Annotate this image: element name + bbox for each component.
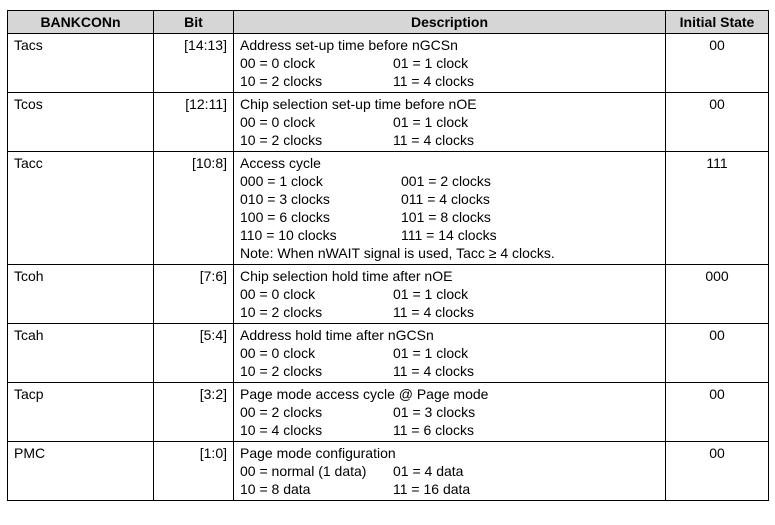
initial-state: 111: [666, 152, 769, 265]
option-line: [240, 226, 659, 244]
bit-range: [12:11]: [154, 93, 234, 152]
initial-state: 00: [666, 383, 769, 442]
description-title: Chip selection set-up time before nOE: [240, 96, 477, 112]
bit-range: [14:13]: [154, 34, 234, 93]
option-value: 101 = 8 clocks: [401, 209, 491, 225]
description-title: Address hold time after nGCSn: [240, 327, 434, 343]
option-value: 110 = 10 clocks: [240, 227, 337, 243]
field-description: [234, 383, 666, 442]
field-name: Tacp: [8, 383, 154, 442]
option-value: 00 = 2 clocks: [240, 404, 323, 420]
option-line: [240, 208, 659, 226]
option-value: 10 = 2 clocks: [240, 304, 323, 320]
field-name: Tcoh: [8, 265, 154, 324]
option-line: [240, 131, 659, 149]
option-value: 000 = 1 clock: [240, 173, 323, 189]
option-value: 011 = 4 clocks: [401, 191, 490, 207]
description-title: Access cycle: [240, 155, 321, 171]
option-value: 00 = 0 clock: [240, 345, 316, 361]
header-bit: Bit: [154, 11, 234, 34]
initial-state: 00: [666, 34, 769, 93]
option-value: 01 = 1 clock: [393, 286, 469, 302]
option-value: 00 = 0 clock: [240, 55, 316, 71]
option-line: [240, 362, 659, 380]
option-line: [240, 403, 659, 421]
option-value: 010 = 3 clocks: [240, 191, 330, 207]
description-title: Chip selection hold time after nOE: [240, 268, 453, 284]
bit-range: [1:0]: [154, 442, 234, 501]
option-value: 10 = 2 clocks: [240, 132, 323, 148]
option-value: 11 = 4 clocks: [393, 73, 475, 89]
field-name: Tacc: [8, 152, 154, 265]
table-row: [8, 324, 769, 383]
option-value: 11 = 16 data: [393, 481, 471, 497]
option-value: 11 = 6 clocks: [393, 422, 475, 438]
field-name: Tcos: [8, 93, 154, 152]
table-row: [8, 383, 769, 442]
option-line: [240, 285, 659, 303]
description-title: Page mode access cycle @ Page mode: [240, 386, 489, 402]
option-value: 00 = 0 clock: [240, 114, 316, 130]
option-value: 00 = normal (1 data): [240, 463, 367, 479]
field-description: [234, 34, 666, 93]
field-description: [234, 265, 666, 324]
option-value: 00 = 0 clock: [240, 286, 316, 302]
description-title: Page mode configuration: [240, 445, 396, 461]
option-line: [240, 72, 659, 90]
table-row: [8, 34, 769, 93]
option-line: [240, 172, 659, 190]
table-header-row: [8, 11, 769, 34]
option-line: [240, 303, 659, 321]
bankcon-register-table: [7, 10, 769, 501]
field-description: [234, 152, 666, 265]
option-value: 11 = 4 clocks: [393, 132, 475, 148]
option-line: [240, 462, 659, 480]
option-value: 10 = 2 clocks: [240, 363, 323, 379]
header-initial-state: Initial State: [666, 11, 769, 34]
field-name: Tacs: [8, 34, 154, 93]
bit-range: [3:2]: [154, 383, 234, 442]
option-value: 10 = 4 clocks: [240, 422, 323, 438]
option-line: [240, 344, 659, 362]
option-line: [240, 190, 659, 208]
option-line: [240, 480, 659, 498]
option-line: [240, 54, 659, 72]
table-row: [8, 152, 769, 265]
table-row: [8, 93, 769, 152]
option-line: [240, 421, 659, 439]
bit-range: [5:4]: [154, 324, 234, 383]
option-value: 001 = 2 clocks: [401, 173, 491, 189]
option-value: 10 = 2 clocks: [240, 73, 323, 89]
bit-range: [7:6]: [154, 265, 234, 324]
option-value: 10 = 8 data: [240, 481, 311, 497]
field-name: PMC: [8, 442, 154, 501]
field-name: Tcah: [8, 324, 154, 383]
option-line: [240, 113, 659, 131]
initial-state: 00: [666, 442, 769, 501]
field-description: [234, 442, 666, 501]
initial-state: 00: [666, 93, 769, 152]
bit-range: [10:8]: [154, 152, 234, 265]
option-value: 11 = 4 clocks: [393, 304, 475, 320]
initial-state: 000: [666, 265, 769, 324]
table-row: [8, 442, 769, 501]
initial-state: 00: [666, 324, 769, 383]
option-value: 01 = 1 clock: [393, 55, 469, 71]
option-value: 111 = 14 clocks: [401, 227, 497, 243]
table-row: [8, 265, 769, 324]
option-value: 01 = 3 clocks: [393, 404, 476, 420]
option-value: 01 = 4 data: [393, 463, 464, 479]
header-bankconn: BANKCONn: [8, 11, 154, 34]
description-title: Address set-up time before nGCSn: [240, 37, 458, 53]
option-value: 100 = 6 clocks: [240, 209, 330, 225]
tacc-note: Note: When nWAIT signal is used, Tacc ≥ 4 clocks.: [240, 245, 555, 261]
field-description: [234, 93, 666, 152]
option-value: 01 = 1 clock: [393, 345, 469, 361]
field-description: [234, 324, 666, 383]
header-description: Description: [234, 11, 666, 34]
option-value: 01 = 1 clock: [393, 114, 469, 130]
option-value: 11 = 4 clocks: [393, 363, 475, 379]
